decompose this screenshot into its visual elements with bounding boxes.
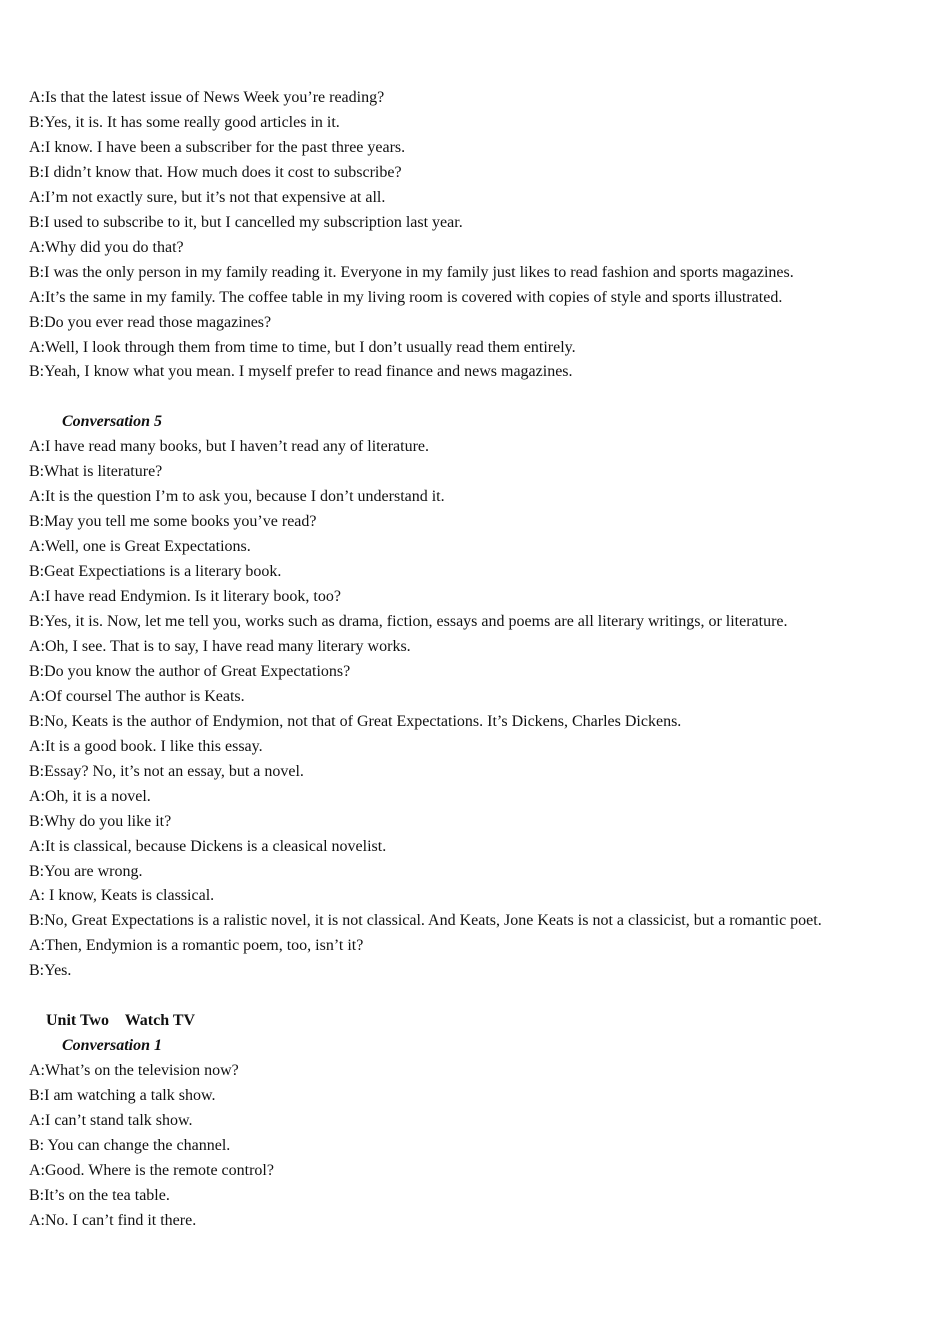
dialogue-line: B:Do you know the author of Great Expectations? <box>29 662 351 680</box>
conversation-section <box>29 410 929 984</box>
dialogue-line: B:Do you ever read those magazines? <box>29 313 272 331</box>
dialogue-line: A:I have read many books, but I haven’t read any of literature. <box>29 438 429 456</box>
dialogue-line: A:Why did you do that? <box>29 238 184 256</box>
dialogue-line: B:Essay? No, it’s not an essay, but a novel. <box>29 762 304 780</box>
dialogue-line: A:It is the question I’m to ask you, because I don’t understand it. <box>29 488 445 506</box>
dialogue-line: A:Of coursel The author is Keats. <box>29 687 245 705</box>
dialogue-line: B:Yes. <box>29 962 72 980</box>
dialogue-line: A: I know, Keats is classical. <box>29 887 215 905</box>
dialogue-line: B:May you tell me some books you’ve read? <box>29 513 317 531</box>
dialogue-line: A:I can’t stand talk show. <box>29 1112 193 1130</box>
dialogue-line: B:It’s on the tea table. <box>29 1186 170 1204</box>
dialogue-line: A:Oh, I see. That is to say, I have read many literary works. <box>29 637 411 655</box>
dialogue-line: A:Well, one is Great Expectations. <box>29 538 251 556</box>
dialogue-line: B:Why do you like it? <box>29 812 172 830</box>
dialogue-line: A:No. I can’t find it there. <box>29 1211 197 1229</box>
dialogue-line: B:I didn’t know that. How much does it cost to subscribe? <box>29 163 402 181</box>
dialogue-line: B:I used to subscribe to it, but I cancelled my subscription last year. <box>29 213 463 231</box>
dialogue-line: A:Good. Where is the remote control? <box>29 1161 274 1179</box>
dialogue-line: A:What’s on the television now? <box>29 1062 239 1080</box>
dialogue-line: A:Well, I look through them from time to time, but I don’t usually read them entirely. <box>29 338 576 356</box>
dialogue-line: A:Is that the latest issue of News Week you’re reading? <box>29 89 385 106</box>
paragraph-gap <box>29 984 929 1009</box>
dialogue-line: A:It’s the same in my family. The coffee table in my living room is covered with copies of style and sports illustrated. <box>29 288 783 306</box>
dialogue-line: B:Geat Expectiations is a literary book. <box>29 563 282 581</box>
dialogue-line: A:I’m not exactly sure, but it’s not that expensive at all. <box>29 188 386 206</box>
conversation-heading: Conversation 5 <box>62 413 163 431</box>
dialogue-block-magazines <box>29 86 929 385</box>
dialogue-line: A:Oh, it is a novel. <box>29 787 151 805</box>
dialogue-line: B:Yes, it is. Now, let me tell you, works such as drama, fiction, essays and poems are all literary writings, or literature. <box>29 613 788 630</box>
dialogue-line: B:I was the only person in my family reading it. Everyone in my family just likes to read fashion and sports magazines. <box>29 263 794 281</box>
dialogue-line: A:Then, Endymion is a romantic poem, too, isn’t it? <box>29 937 364 955</box>
dialogue-line: B:No, Keats is the author of Endymion, not that of Great Expectations. It’s Dickens, Charles Dickens. <box>29 712 682 730</box>
dialogue-line: A:I know. I have been a subscriber for the past three years. <box>29 138 406 156</box>
dialogue-line: B:No, Great Expectations is a ralistic novel, it is not classical. And Keats, Jone Keats is not a classicist, but a romantic poet. <box>29 912 822 930</box>
dialogue-line: B:What is literature? <box>29 463 163 481</box>
dialogue-line: B: You can change the channel. <box>29 1137 231 1154</box>
dialogue-line: B:Yes, it is. It has some really good articles in it. <box>29 113 340 131</box>
dialogue-line: A:It is classical, because Dickens is a cleasical novelist. <box>29 837 387 855</box>
dialogue-line: A:I have read Endymion. Is it literary book, too? <box>29 588 341 606</box>
dialogue-line: B:I am watching a talk show. <box>29 1087 216 1105</box>
paragraph-gap <box>29 385 929 410</box>
unit-heading: Unit Two Watch TV <box>46 1012 196 1030</box>
dialogue-line: A:It is a good book. I like this essay. <box>29 737 263 755</box>
conversation-heading: Conversation 1 <box>62 1037 163 1055</box>
dialogue-line: B:Yeah, I know what you mean. I myself prefer to read finance and news magazines. <box>29 363 573 381</box>
dialogue-line: B:You are wrong. <box>29 862 143 880</box>
unit-section <box>29 1009 929 1234</box>
document-page <box>29 86 929 1234</box>
